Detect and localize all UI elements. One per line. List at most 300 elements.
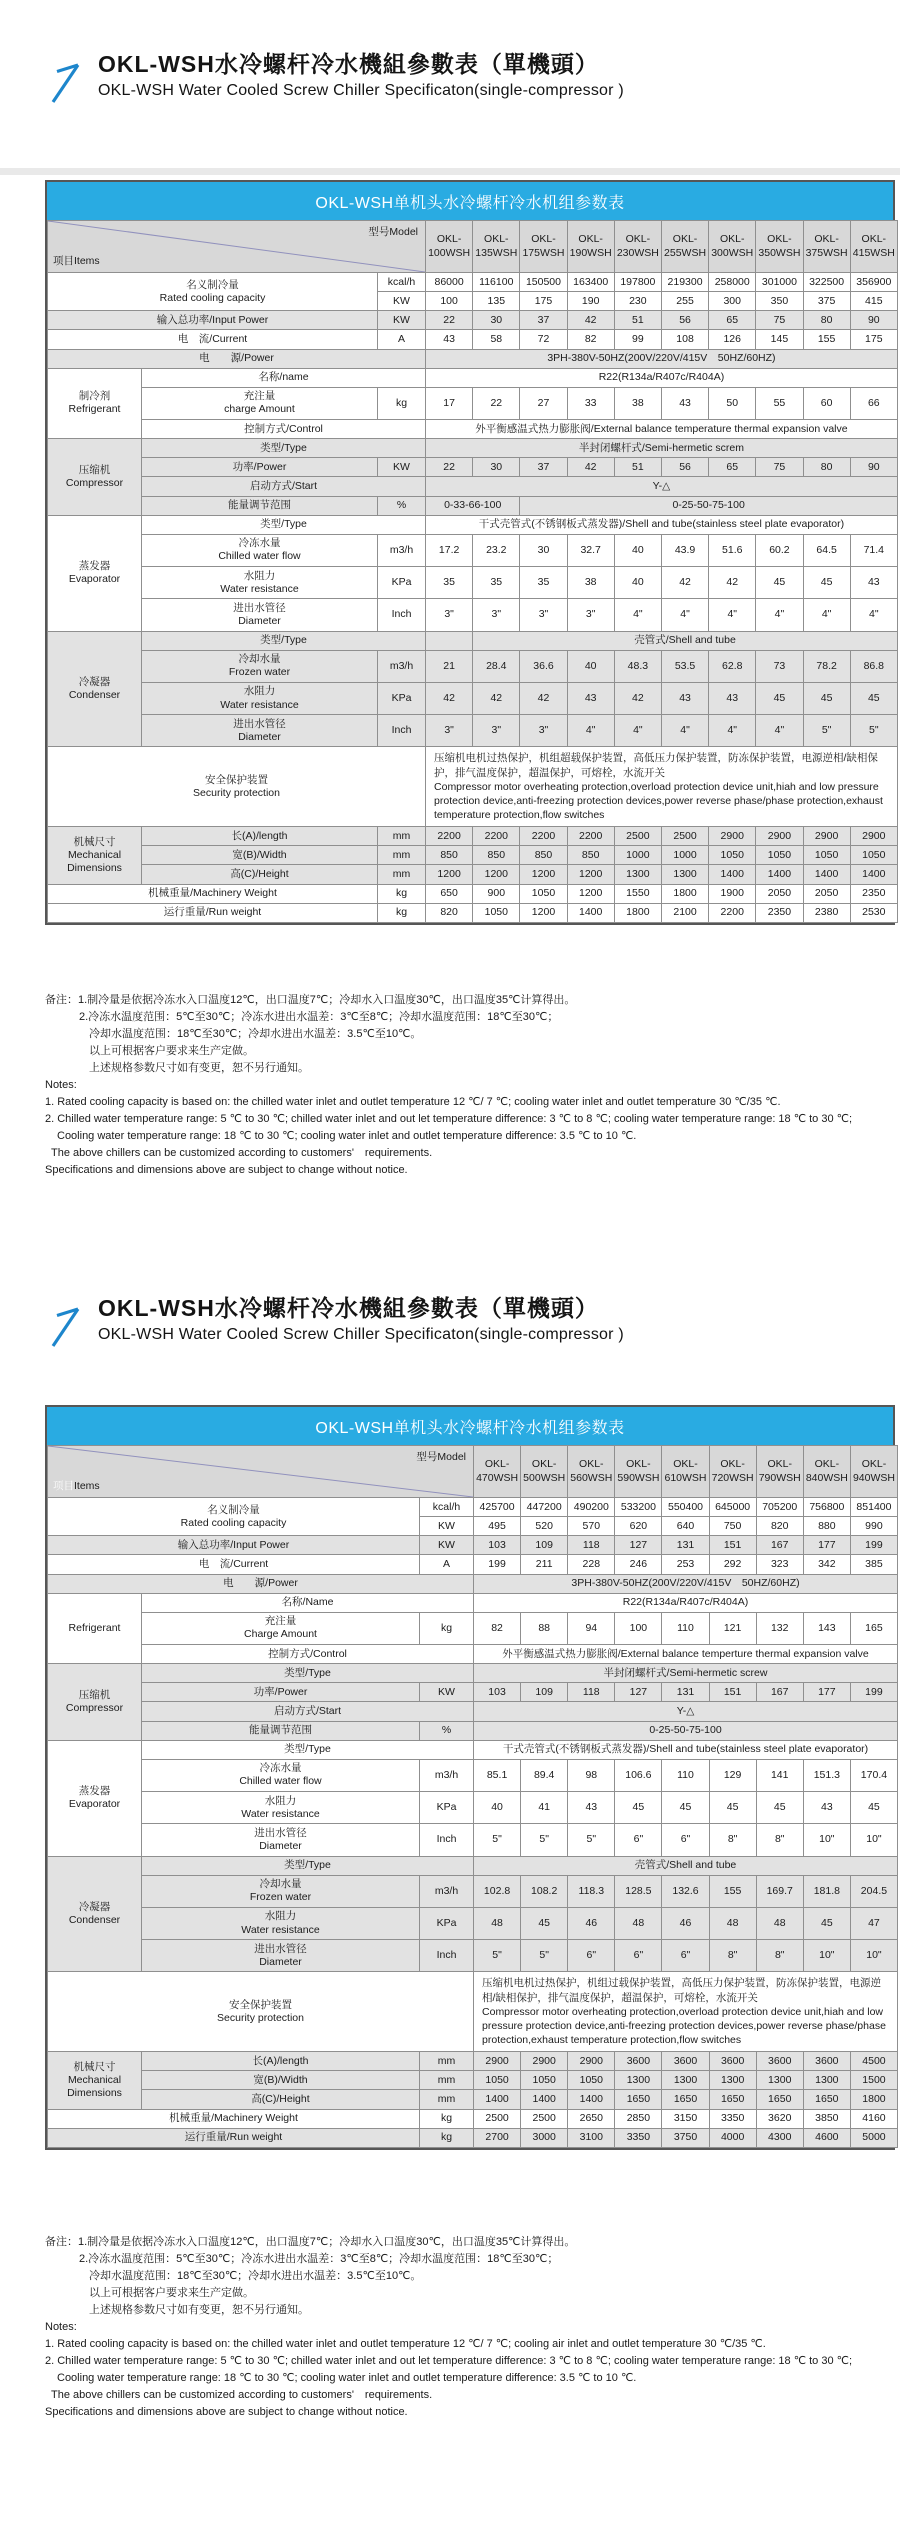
table-cell: 121	[709, 1612, 756, 1644]
table-cell: 1050	[521, 2071, 568, 2090]
table-cell: 71.4	[850, 534, 897, 566]
items-label: 项目Items	[53, 254, 100, 267]
table-cell: 1300	[614, 865, 661, 884]
model-header: OKL- 940WSH	[850, 1446, 897, 1498]
model-header: OKL- 560WSH	[568, 1446, 615, 1498]
table-cell: 42	[567, 311, 614, 330]
table-cell: 151.3	[803, 1759, 850, 1791]
table-cell: 17	[426, 387, 473, 419]
table-cell: 190	[567, 292, 614, 311]
table-cell: 45	[803, 567, 850, 599]
table-cell: 48	[756, 1907, 803, 1939]
note-line: The above chillers can be customized according to customers' requirements.	[51, 2389, 433, 2402]
note-line: Notes:	[45, 2321, 77, 2334]
table-cell: 103	[474, 1536, 521, 1555]
model-header: OKL- 415WSH	[850, 221, 897, 273]
table-cell: 43	[850, 567, 897, 599]
table-cell: 控制方式/Control	[142, 420, 426, 439]
table-cell: 40	[567, 650, 614, 682]
table-cell: 43	[568, 1792, 615, 1824]
table-cell: 1050	[473, 903, 520, 922]
table-cell: mm	[420, 2071, 474, 2090]
brand-arrow-icon	[50, 58, 84, 109]
table-cell: 1000	[614, 846, 661, 865]
table-cell: 42	[567, 458, 614, 477]
table-cell: 10"	[803, 1940, 850, 1972]
table-cell: 4"	[850, 599, 897, 631]
table-cell: 3"	[520, 599, 567, 631]
table-cell: 385	[850, 1555, 897, 1574]
table-cell: KW	[420, 1517, 474, 1536]
table-cell: 6"	[615, 1940, 662, 1972]
section-title-en: OKL-WSH Water Cooled Screw Chiller Specificaton(single-compressor )	[98, 1325, 624, 1343]
table-cell: mm	[378, 827, 426, 846]
table-cell: 4"	[803, 599, 850, 631]
model-label: 型号Model	[416, 1451, 467, 1463]
table-cell: 3600	[756, 2052, 803, 2071]
table-cell: 72	[520, 330, 567, 349]
table-cell: 118	[568, 1536, 615, 1555]
table-cell: 533200	[615, 1498, 662, 1517]
table-cell: KW	[378, 292, 426, 311]
table-cell: 2900	[568, 2052, 615, 2071]
model-header: OKL- 230WSH	[614, 221, 661, 273]
table-cell: 6"	[568, 1940, 615, 1972]
table-cell: 219300	[661, 273, 708, 292]
table-cell: 37	[520, 458, 567, 477]
table-cell: 230	[614, 292, 661, 311]
table-cell: 43	[426, 330, 473, 349]
table-cell: 进出水管径 Diameter	[142, 1824, 420, 1856]
table-cell: 35	[426, 567, 473, 599]
table-cell: 输入总功率/Input Power	[48, 311, 378, 330]
table-cell: 类型/Type	[142, 515, 426, 534]
table-cell: 135	[473, 292, 520, 311]
table-cell: m3/h	[420, 1759, 474, 1791]
table-cell: mm	[420, 2090, 474, 2109]
note-line: 冷却水温度范围：18℃至30℃；冷却水进出水温差：3.5℃至10℃。	[89, 1028, 422, 1041]
table-cell: 10"	[850, 1940, 897, 1972]
table-cell: 98	[568, 1759, 615, 1791]
table-cell: 功率/Power	[142, 458, 378, 477]
table-cell: 8"	[756, 1824, 803, 1856]
table-cell: 145	[756, 330, 803, 349]
table-cell: 650	[426, 884, 473, 903]
table-cell: 177	[803, 1683, 850, 1702]
table-cell: 高(C)/Height	[142, 2090, 420, 2109]
table-cell: 电 源/Power	[48, 349, 426, 368]
table-cell: 1400	[521, 2090, 568, 2109]
divider-strip	[0, 168, 900, 175]
table-cell: Y-△	[474, 1702, 898, 1721]
table-cell: 322500	[803, 273, 850, 292]
table-cell: 300	[709, 292, 756, 311]
table-cell: 类型/Type	[142, 631, 426, 650]
note-line: 2.冷冻水温度范围：5℃至30℃；冷冻水进出水温差：3℃至8℃；冷却水温度范围：18℃至30℃；	[79, 1011, 559, 1024]
table-cell: 48	[615, 1907, 662, 1939]
table-1-caption: OKL-WSH单机头水冷螺杆冷水机组参数表	[47, 182, 893, 220]
table-cell: 干式壳管式(不锈钢板式蒸发器)/Shell and tube(stainless steel plate evaporator)	[426, 515, 898, 534]
table-cell: 4"	[709, 715, 756, 747]
table-cell: 3350	[709, 2109, 756, 2128]
note-line: 2.冷冻水温度范围：5℃至30℃；冷冻水进出水温差：3℃至8℃；冷却水温度范围：18℃至30℃；	[79, 2253, 559, 2266]
table-cell: 2350	[850, 884, 897, 903]
table-cell: 1050	[709, 846, 756, 865]
table-cell: 177	[803, 1536, 850, 1555]
table-cell: 10"	[803, 1824, 850, 1856]
table-cell: Inch	[378, 599, 426, 631]
table-cell: 32.7	[567, 534, 614, 566]
table-cell: 620	[615, 1517, 662, 1536]
table-cell: 43	[803, 1792, 850, 1824]
model-header: OKL- 100WSH	[426, 221, 473, 273]
table-cell: 48	[474, 1907, 521, 1939]
table-cell: 43.9	[661, 534, 708, 566]
note-line: Cooling water temperature range: 18 ℃ to 30 ℃; cooling water inlet and outlet temperature difference: 3.5 ℃ to 10 ℃.	[57, 2372, 637, 2385]
notes-block-2	[45, 2234, 890, 2422]
table-cell: 37	[520, 311, 567, 330]
table-cell: 控制方式/Control	[142, 1645, 474, 1664]
table-cell: 5"	[521, 1824, 568, 1856]
note-line: 以上可根据客户要求来生产定做。	[89, 1045, 254, 1058]
table-cell: 2050	[803, 884, 850, 903]
table-cell: 131	[662, 1536, 709, 1555]
table-cell: 143	[803, 1612, 850, 1644]
table-cell: kg	[420, 2128, 474, 2147]
table-cell: 壳管式/Shell and tube	[474, 1856, 898, 1875]
table-cell: 102.8	[474, 1875, 521, 1907]
table-cell: 冷凝器 Condenser	[48, 631, 142, 747]
table-cell: 1050	[520, 884, 567, 903]
table-cell: 2700	[474, 2128, 521, 2147]
table-cell: 108.2	[521, 1875, 568, 1907]
table-cell: 990	[850, 1517, 897, 1536]
table-cell	[426, 631, 473, 650]
table-cell: 4"	[709, 599, 756, 631]
table-cell: 127	[615, 1536, 662, 1555]
table-cell: 850	[426, 846, 473, 865]
table-cell: 41	[521, 1792, 568, 1824]
table-cell: 27	[520, 387, 567, 419]
table-cell: 2900	[474, 2052, 521, 2071]
model-header: OKL- 610WSH	[662, 1446, 709, 1498]
table-cell: 3"	[567, 599, 614, 631]
table-cell: 0-33-66-100	[426, 496, 520, 515]
table-cell: 550400	[662, 1498, 709, 1517]
table-cell: 3350	[615, 2128, 662, 2147]
table-cell: 165	[850, 1612, 897, 1644]
table-cell: 43	[567, 682, 614, 714]
table-cell: 4160	[850, 2109, 897, 2128]
model-header: OKL- 300WSH	[709, 221, 756, 273]
table-cell: 38	[614, 387, 661, 419]
table-cell: 1400	[803, 865, 850, 884]
table-cell: 118	[568, 1683, 615, 1702]
table-cell: 3"	[426, 599, 473, 631]
table-cell: 103	[474, 1683, 521, 1702]
table-cell: 35	[473, 567, 520, 599]
table-cell: 127	[615, 1683, 662, 1702]
table-cell: 1650	[803, 2090, 850, 2109]
table-cell: 水阻力 Water resistance	[142, 567, 378, 599]
table-cell: A	[378, 330, 426, 349]
table-cell: 820	[756, 1517, 803, 1536]
table-cell: 1050	[850, 846, 897, 865]
table-cell: KPa	[420, 1792, 474, 1824]
table-cell: 132	[756, 1612, 803, 1644]
table-cell: 100	[426, 292, 473, 311]
table-cell: 1300	[756, 2071, 803, 2090]
table-cell: 490200	[568, 1498, 615, 1517]
table-cell: 4"	[661, 715, 708, 747]
table-cell: 2900	[709, 827, 756, 846]
table-cell: kcal/h	[420, 1498, 474, 1517]
note-line: 备注：1.制冷量是依据冷冻水入口温度12℃，出口温度7℃；冷却水入口温度30℃，出口温度35℃计算得出。	[45, 994, 576, 1006]
table-cell: 4300	[756, 2128, 803, 2147]
table-cell: 类型/Type	[142, 439, 426, 458]
table-cell: 2500	[474, 2109, 521, 2128]
table-cell: 1300	[661, 865, 708, 884]
table-cell: 1650	[756, 2090, 803, 2109]
table-cell: 1800	[614, 903, 661, 922]
table-cell: 100	[615, 1612, 662, 1644]
table-cell: 2380	[803, 903, 850, 922]
table-cell: 4600	[803, 2128, 850, 2147]
section-1-titles	[98, 50, 624, 100]
table-cell: 1300	[615, 2071, 662, 2090]
table-cell: 258000	[709, 273, 756, 292]
table-cell: 类型/Type	[142, 1740, 474, 1759]
table-cell: 干式壳管式(不锈钢板式蒸发器)/Shell and tube(stainless steel plate evaporator)	[474, 1740, 898, 1759]
table-cell: Inch	[420, 1940, 474, 1972]
table-cell: 启动方式/Start	[142, 477, 426, 496]
table-cell: 78.2	[803, 650, 850, 682]
table-cell: 42	[426, 682, 473, 714]
table-cell: 1400	[474, 2090, 521, 2109]
table-cell: kg	[378, 884, 426, 903]
table-cell: 55	[756, 387, 803, 419]
table-cell: 46	[568, 1907, 615, 1939]
note-line: Specifications and dimensions above are subject to change without notice.	[45, 2406, 408, 2419]
table-cell: 3600	[803, 2052, 850, 2071]
table-cell: 40	[614, 567, 661, 599]
table-cell: 750	[709, 1517, 756, 1536]
table-cell: Refrigerant	[48, 1593, 142, 1664]
table-cell: 4"	[756, 599, 803, 631]
table-cell: 129	[709, 1759, 756, 1791]
table-cell: 175	[850, 330, 897, 349]
table-cell: 151	[709, 1683, 756, 1702]
table-cell: 5000	[850, 2128, 897, 2147]
table-cell: 功率/Power	[142, 1683, 420, 1702]
table-cell: 850	[473, 846, 520, 865]
table-cell: 900	[473, 884, 520, 903]
table-cell: 45	[850, 682, 897, 714]
table-cell: 5"	[521, 1940, 568, 1972]
model-header: OKL- 840WSH	[803, 1446, 850, 1498]
table-cell: 94	[568, 1612, 615, 1644]
table-cell: 压缩机 Compressor	[48, 1664, 142, 1741]
table-cell: 壳管式/Shell and tube	[473, 631, 898, 650]
table-cell: 131	[662, 1683, 709, 1702]
table-cell: 705200	[756, 1498, 803, 1517]
notes-block-1	[45, 992, 890, 1180]
table-cell: kg	[378, 387, 426, 419]
model-header: OKL- 190WSH	[567, 221, 614, 273]
table-cell: 46	[662, 1907, 709, 1939]
table-cell: 1300	[803, 2071, 850, 2090]
table-cell: 进出水管径 Diameter	[142, 715, 378, 747]
table-cell: 30	[473, 311, 520, 330]
table-cell: A	[420, 1555, 474, 1574]
table-cell: 2500	[521, 2109, 568, 2128]
table-cell: 能量调节范围	[142, 1721, 420, 1740]
table-cell: 2200	[473, 827, 520, 846]
table-cell: 1900	[709, 884, 756, 903]
note-line: 备注：1.制冷量是依据冷冻水入口温度12℃，出口温度7℃；冷却水入口温度30℃，出口温度35℃计算得出。	[45, 2236, 576, 2248]
table-cell: 255	[661, 292, 708, 311]
table-cell: 851400	[850, 1498, 897, 1517]
table-cell: 880	[803, 1517, 850, 1536]
table-cell: 86000	[426, 273, 473, 292]
table-cell: kg	[420, 1612, 474, 1644]
table-cell: 40	[614, 534, 661, 566]
table-cell: 169.7	[756, 1875, 803, 1907]
table-cell: 167	[756, 1683, 803, 1702]
table-cell: R22(R134a/R407c/R404A)	[474, 1593, 898, 1612]
table-cell: 850	[567, 846, 614, 865]
table-cell: 756800	[803, 1498, 850, 1517]
table-cell: 228	[568, 1555, 615, 1574]
table-cell: 1050	[568, 2071, 615, 2090]
table-cell: 86.8	[850, 650, 897, 682]
note-line: Specifications and dimensions above are subject to change without notice.	[45, 1164, 408, 1177]
table-cell: 5"	[803, 715, 850, 747]
table-cell: 43	[661, 387, 708, 419]
table-cell: 1300	[662, 2071, 709, 2090]
table-cell: 151	[709, 1536, 756, 1555]
table-cell: 1200	[520, 903, 567, 922]
table-cell: KPa	[378, 682, 426, 714]
table-cell: 520	[521, 1517, 568, 1536]
table-cell: mm	[420, 2052, 474, 2071]
table-cell: 6"	[662, 1824, 709, 1856]
table-cell: 冷凝器 Condenser	[48, 1856, 142, 1972]
table-cell: 2500	[661, 827, 708, 846]
table-cell: R22(R134a/R407c/R404A)	[426, 368, 898, 387]
table-cell: 43	[709, 682, 756, 714]
table-cell: 75	[756, 458, 803, 477]
table-cell: 名义制冷量 Rated cooling capacity	[48, 273, 378, 311]
table-cell: 2900	[850, 827, 897, 846]
spec-table-2-grid	[47, 1445, 898, 2148]
model-label: 型号Model	[368, 226, 419, 238]
table-cell: m3/h	[378, 650, 426, 682]
table-cell: 3750	[662, 2128, 709, 2147]
table-cell: 447200	[521, 1498, 568, 1517]
table-cell: 110	[662, 1612, 709, 1644]
table-cell: 22	[473, 387, 520, 419]
table-cell: 宽(B)/Width	[142, 2071, 420, 2090]
table-cell: 56	[661, 458, 708, 477]
table-cell: 90	[850, 458, 897, 477]
model-header: OKL- 135WSH	[473, 221, 520, 273]
table-cell: 8"	[709, 1824, 756, 1856]
table-cell: 23.2	[473, 534, 520, 566]
table-cell: 进出水管径 Diameter	[142, 1940, 420, 1972]
table-cell: 342	[803, 1555, 850, 1574]
table-cell: kcal/h	[378, 273, 426, 292]
table-cell: 6"	[615, 1824, 662, 1856]
table-cell: 89.4	[521, 1759, 568, 1791]
spec-table-1-grid	[47, 220, 898, 923]
table-cell: 水阻力 Water resistance	[142, 1792, 420, 1824]
table-cell: 199	[474, 1555, 521, 1574]
table-cell: 850	[520, 846, 567, 865]
model-header: OKL- 375WSH	[803, 221, 850, 273]
table-cell: 99	[614, 330, 661, 349]
table-cell: 3"	[473, 599, 520, 631]
section-2-titles	[98, 1294, 624, 1344]
table-cell: 2900	[521, 2052, 568, 2071]
table-2-caption: OKL-WSH单机头水冷螺杆冷水机组参数表	[47, 1407, 893, 1445]
table-cell: 28.4	[473, 650, 520, 682]
table-cell: 36.6	[520, 650, 567, 682]
table-cell: KW	[378, 311, 426, 330]
section-2-header	[50, 1294, 624, 1353]
table-cell: 机械尺寸 Mechanical Dimensions	[48, 2052, 142, 2109]
table-cell: 4"	[661, 599, 708, 631]
table-cell: 充注量 Charge Amount	[142, 1612, 420, 1644]
table-cell: 2900	[756, 827, 803, 846]
table-cell: 80	[803, 458, 850, 477]
table-cell: 167	[756, 1536, 803, 1555]
table-cell: 4000	[709, 2128, 756, 2147]
table-cell: 长(A)/length	[142, 827, 378, 846]
note-line: 上述规格参数尺寸如有变更，恕不另行通知。	[89, 1062, 309, 1075]
table-cell: 启动方式/Start	[142, 1702, 474, 1721]
table-cell: 45	[803, 1907, 850, 1939]
table-cell: 名称/name	[142, 368, 426, 387]
table-cell: 3600	[709, 2052, 756, 2071]
table-cell: Inch	[378, 715, 426, 747]
table-cell: 压缩机电机过热保护，机组过载保护装置，高低压力保护装置，防冻保护装置，电源逆相/缺相保护，排气温度保护，超温保护，可熔栓，水流开关 Compressor motor overheating protection,overload protection device unit,hiah and low pressure protection device,anti-freezing protection devices,power reverse phase/phase protection,exhaust temperature protection,flow switches	[474, 1972, 898, 2052]
table-cell: 45	[662, 1792, 709, 1824]
table-cell: 197800	[614, 273, 661, 292]
table-cell: 冷却水量 Frozen water	[142, 1875, 420, 1907]
table-cell: 名称/Name	[142, 1593, 474, 1612]
table-cell: 3100	[568, 2128, 615, 2147]
table-cell: 能量调节范围	[142, 496, 378, 515]
table-cell: 1000	[661, 846, 708, 865]
table-cell: 155	[709, 1875, 756, 1907]
table-cell: 3600	[615, 2052, 662, 2071]
table-cell: 机械重量/Machinery Weight	[48, 884, 378, 903]
table-cell: 22	[426, 458, 473, 477]
table-cell: 51	[614, 458, 661, 477]
table-cell: 51.6	[709, 534, 756, 566]
table-cell: 2200	[426, 827, 473, 846]
table-cell: 1400	[709, 865, 756, 884]
table-cell: 电 流/Current	[48, 1555, 420, 1574]
table-cell: 高(C)/Height	[142, 865, 378, 884]
model-header: OKL- 470WSH	[474, 1446, 521, 1498]
table-cell: 204.5	[850, 1875, 897, 1907]
table-cell: 2500	[614, 827, 661, 846]
table-cell: 类型/Type	[142, 1856, 474, 1875]
table-cell: 17.2	[426, 534, 473, 566]
table-cell: 蒸发器 Evaporator	[48, 1740, 142, 1856]
